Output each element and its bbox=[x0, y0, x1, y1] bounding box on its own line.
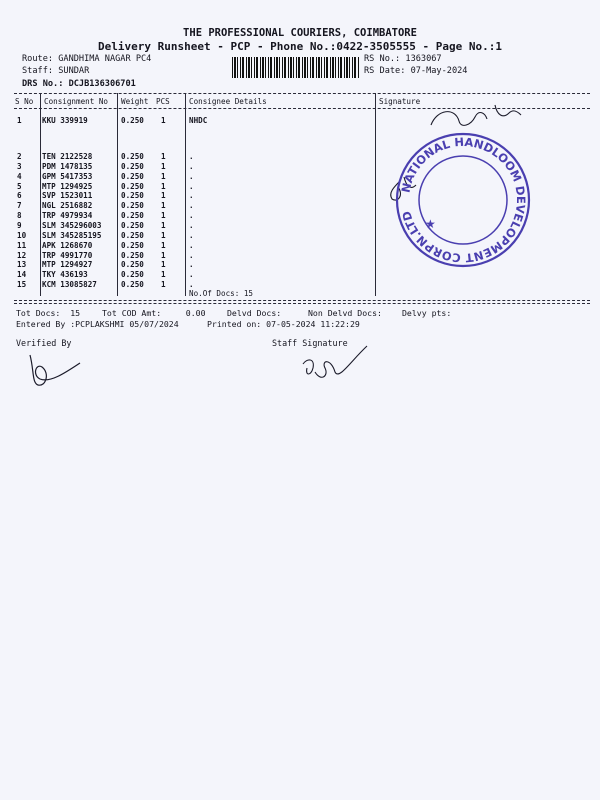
table-row-consignment: NGL 2516882 bbox=[42, 201, 93, 211]
table-row-consignee: . bbox=[189, 152, 194, 161]
table-row-sno: 1 bbox=[17, 116, 22, 125]
table-row-weight: 0.250 bbox=[121, 240, 144, 250]
table-row-weight: 0.250 bbox=[121, 260, 144, 270]
table-row-consignee: . bbox=[189, 260, 194, 270]
table-row-weight: 0.250 bbox=[121, 211, 144, 221]
table-row-consignee: . bbox=[189, 280, 194, 290]
verified-by-signature bbox=[20, 345, 90, 390]
table-row-weight: 0.250 bbox=[121, 201, 144, 211]
col-weight: Weight bbox=[121, 97, 149, 106]
table-row-pcs: 1 bbox=[161, 201, 166, 211]
table-row-sno: 10 bbox=[17, 230, 27, 240]
table-row-consignee: . bbox=[189, 220, 194, 230]
table-row-sno: 2 bbox=[17, 152, 22, 161]
table-row-pcs: 1 bbox=[161, 260, 166, 270]
table-row-consignment: GPM 5417353 bbox=[42, 171, 93, 181]
table-row-sno: 15 bbox=[17, 280, 27, 290]
table-row-sno: 7 bbox=[17, 201, 22, 211]
col-consignee: Consignee Details bbox=[189, 97, 267, 106]
table-row-weight: 0.250 bbox=[121, 181, 144, 191]
staff-label: Staff: SUNDAR bbox=[22, 66, 90, 76]
company-title: THE PROFESSIONAL COURIERS, COIMBATORE bbox=[183, 27, 417, 39]
table-row-weight: 0.250 bbox=[121, 250, 144, 260]
no-of-docs: No.Of Docs: 15 bbox=[189, 289, 254, 298]
table-row-consignment: SLM 345285195 bbox=[42, 230, 102, 240]
col-pcs: PCS bbox=[156, 97, 170, 106]
divider-consignment bbox=[117, 93, 118, 296]
table-row-sno: 11 bbox=[17, 240, 27, 250]
divider-sno bbox=[40, 93, 41, 296]
table-row-consignment: MTP 1294927 bbox=[42, 260, 93, 270]
table-row-consignment: TEN 2122528 bbox=[42, 152, 93, 161]
table-row-consignee: . bbox=[189, 211, 194, 221]
table-row-pcs: 1 bbox=[161, 240, 166, 250]
table-row-consignment: TRP 4979934 bbox=[42, 211, 93, 221]
table-row-sno: 3 bbox=[17, 161, 22, 171]
table-row-consignee: . bbox=[189, 181, 194, 191]
rs-number: RS No.: 1363067 bbox=[364, 54, 442, 64]
table-row-sno: 8 bbox=[17, 211, 22, 221]
table-row-weight: 0.250 bbox=[121, 280, 144, 290]
table-row-weight: 0.250 bbox=[121, 161, 144, 171]
delvy-pts: Delvy pts: bbox=[402, 308, 452, 318]
table-row-consignee: . bbox=[189, 201, 194, 211]
table-row-weight: 0.250 bbox=[121, 171, 144, 181]
table-row-consignee: . bbox=[189, 171, 194, 181]
drs-number: DRS No.: DCJB136306701 bbox=[22, 79, 136, 89]
rs-date: RS Date: 07-May-2024 bbox=[364, 66, 468, 76]
tot-docs: Tot Docs: 15 bbox=[16, 308, 81, 318]
table-row-consignment: MTP 1294925 bbox=[42, 181, 93, 191]
table-row-pcs: 1 bbox=[161, 250, 166, 260]
table-row-pcs: 1 bbox=[161, 116, 166, 125]
table-row-consignee: . bbox=[189, 161, 194, 171]
staff-signature-mark bbox=[295, 342, 375, 387]
table-row-consignee: . bbox=[189, 250, 194, 260]
table-row-consignment: SLM 345296003 bbox=[42, 220, 102, 230]
route-label: Route: GANDHIMA NAGAR PC4 bbox=[22, 54, 152, 64]
table-row-consignment: SVP 1523011 bbox=[42, 191, 93, 201]
col-consignment: Consignment No bbox=[44, 97, 109, 106]
table-row-consignee: . bbox=[189, 240, 194, 250]
table-row-consignment: TKY 436193 bbox=[42, 270, 88, 280]
delvd-docs: Delvd Docs: bbox=[227, 308, 282, 318]
table-row-consignment: TRP 4991770 bbox=[42, 250, 93, 260]
table-row-sno: 9 bbox=[17, 220, 22, 230]
table-row-weight: 0.250 bbox=[121, 191, 144, 201]
tot-cod-amt: Tot COD Amt: 0.00 bbox=[102, 308, 206, 318]
table-row-pcs: 1 bbox=[161, 270, 166, 280]
table-row-consignee: . bbox=[189, 191, 194, 201]
col-sno: S No bbox=[15, 97, 34, 106]
table-bottom-rule-2 bbox=[14, 303, 590, 304]
table-row-pcs: 1 bbox=[161, 171, 166, 181]
table-top-rule bbox=[14, 93, 590, 94]
table-row-pcs: 1 bbox=[161, 220, 166, 230]
table-row-consignment: KKU 339919 bbox=[42, 116, 88, 125]
divider-pcs bbox=[185, 93, 186, 296]
table-row-pcs: 1 bbox=[161, 152, 166, 161]
table-row-sno: 6 bbox=[17, 191, 22, 201]
table-row-pcs: 1 bbox=[161, 191, 166, 201]
table-row-weight: 0.250 bbox=[121, 152, 144, 161]
table-row-consignee: . bbox=[189, 230, 194, 240]
table-row-pcs: 1 bbox=[161, 181, 166, 191]
table-row-weight: 0.250 bbox=[121, 116, 144, 125]
col-signature: Signature bbox=[379, 97, 421, 106]
entered-by: Entered By :PCPLAKSHMI 05/07/2024 bbox=[16, 319, 179, 329]
svg-text:NATIONAL HANDLOOM DEVELOPMENT bbox=[398, 135, 528, 265]
table-row-pcs: 1 bbox=[161, 280, 166, 290]
table-row-consignment: KCM 13085827 bbox=[42, 280, 97, 290]
svg-text:★: ★ bbox=[425, 217, 436, 231]
table-row-consignee: . bbox=[189, 270, 194, 280]
table-row-sno: 4 bbox=[17, 171, 22, 181]
table-row-sno: 14 bbox=[17, 270, 27, 280]
table-row-sno: 5 bbox=[17, 181, 22, 191]
table-row-consignee: NHDC bbox=[189, 116, 208, 125]
printed-on: Printed on: 07-05-2024 11:22:29 bbox=[207, 319, 360, 329]
runsheet-subtitle: Delivery Runsheet - PCP - Phone No.:0422-3505555 - Page No.:1 bbox=[98, 40, 502, 53]
table-row-pcs: 1 bbox=[161, 211, 166, 221]
table-row-pcs: 1 bbox=[161, 230, 166, 240]
table-row-pcs: 1 bbox=[161, 161, 166, 171]
verified-by-label: Verified By bbox=[16, 338, 72, 348]
stamp-text: NATIONAL HANDLOOM DEVELOPMENT CORPN.LTD bbox=[398, 134, 529, 266]
company-stamp bbox=[393, 130, 533, 270]
table-row-weight: 0.250 bbox=[121, 230, 144, 240]
table-row-weight: 0.250 bbox=[121, 220, 144, 230]
staff-signature-label: Staff Signature bbox=[272, 338, 348, 348]
table-row-consignment: APK 1268670 bbox=[42, 240, 93, 250]
table-row-sno: 12 bbox=[17, 250, 27, 260]
barcode bbox=[232, 57, 359, 78]
table-row-sno: 13 bbox=[17, 260, 27, 270]
table-row-consignment: PDM 1478135 bbox=[42, 161, 93, 171]
table-bottom-rule bbox=[14, 300, 590, 301]
table-row-weight: 0.250 bbox=[121, 270, 144, 280]
non-delvd-docs: Non Delvd Docs: bbox=[308, 308, 382, 318]
